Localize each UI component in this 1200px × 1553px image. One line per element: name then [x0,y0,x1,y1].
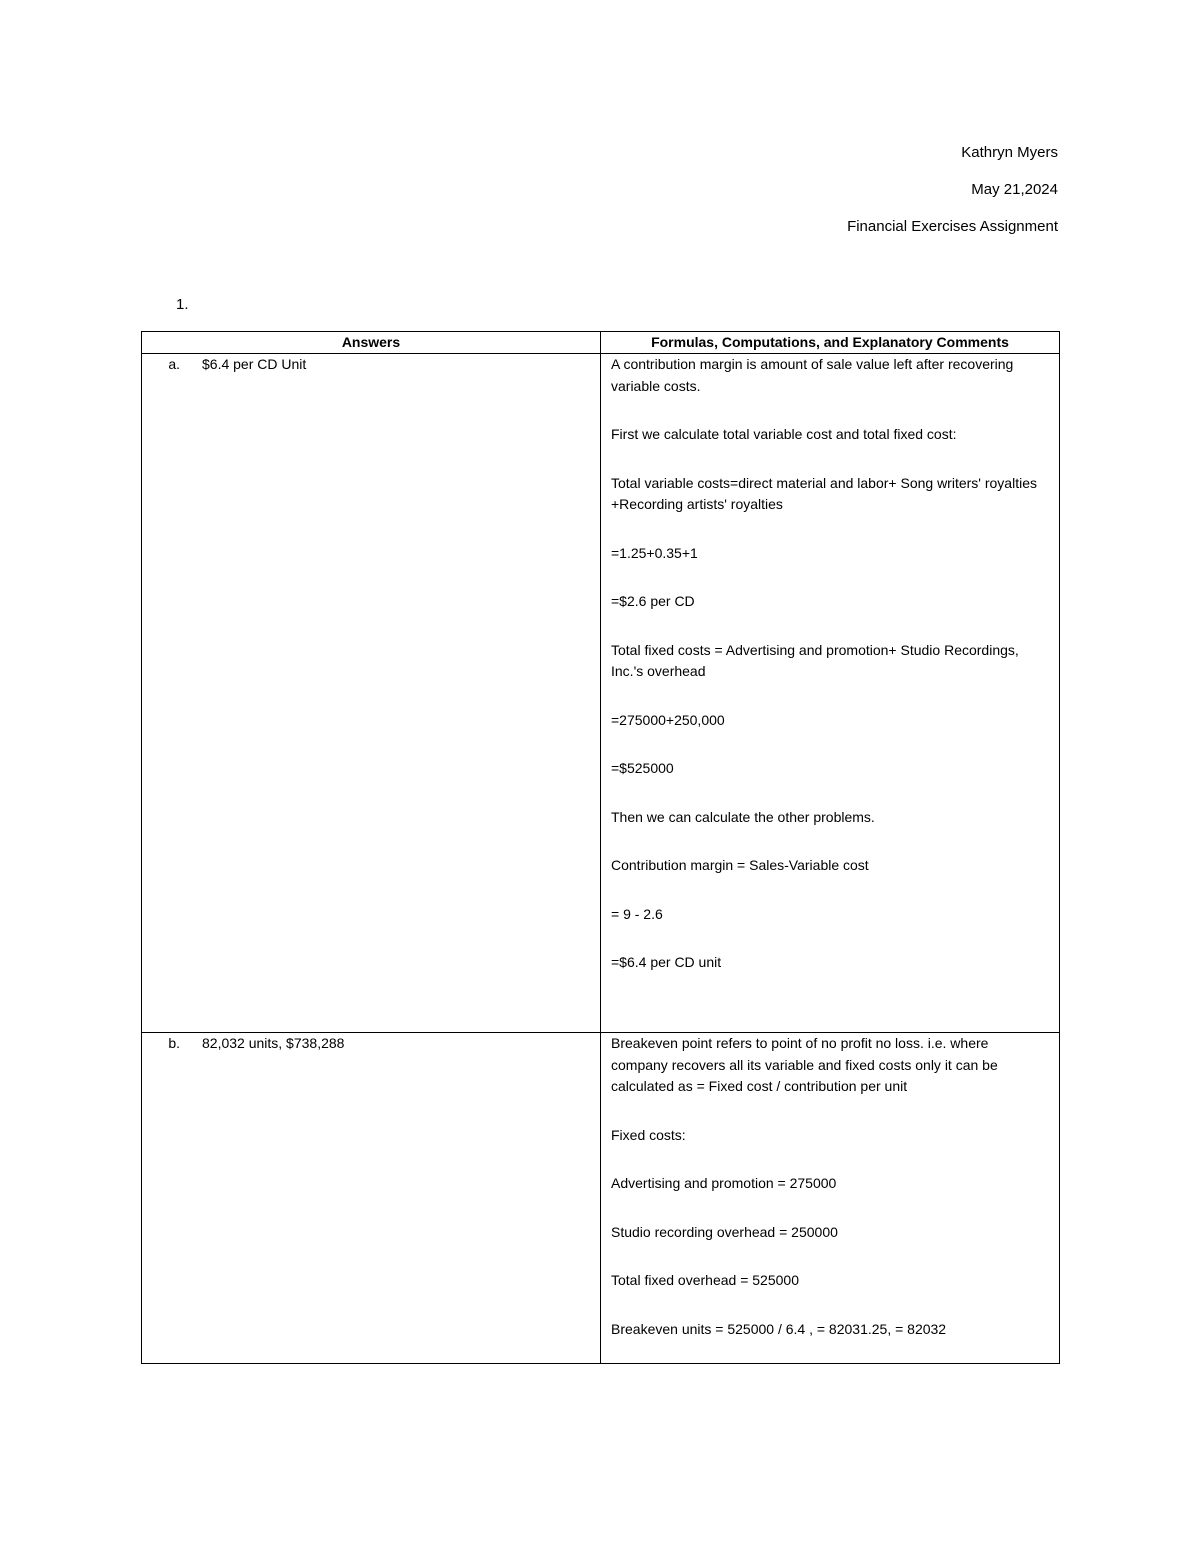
explanation-paragraph: Then we can calculate the other problems. [611,808,875,825]
explanation-paragraph: Breakeven units = 525000 / 6.4 , = 82031.25, = 82032 [611,1320,947,1337]
explanation-paragraph: Studio recording overhead = 250000 [611,1223,838,1240]
explanation-paragraph: Total variable costs=direct material and labor+ Song writers' royalties +Recording artists' royalties [611,474,1037,512]
answer-letter: b. [168,1035,180,1051]
explanation-paragraph: Fixed costs: [611,1126,686,1143]
answer-table [141,331,1060,1364]
answer-cell-a [142,354,601,1033]
question-number: 1. [176,296,189,313]
explanation-paragraph: =$2.6 per CD [611,593,695,609]
explanation-paragraph: Advertising and promotion = 275000 [611,1175,837,1191]
explanation-paragraph: First we calculate total variable cost and total fixed cost: [611,426,957,442]
table-row [142,354,1060,1033]
answer-letter: a. [168,356,180,372]
answers-column-header: Answers [142,332,601,354]
explanation-paragraph: Total fixed overhead = 525000 [611,1272,799,1288]
explanation-paragraph: Total fixed costs = Advertising and promotion+ Studio Recordings, Inc.'s overhead [611,641,1019,679]
author-name: Kathryn Myers [961,144,1058,161]
explanation-paragraph: = 9 - 2.6 [611,905,663,922]
explanation-paragraph: Contribution margin = Sales-Variable cost [611,857,869,873]
answer-value: 82,032 units, $738,288 [202,1035,345,1051]
explanation-paragraph: A contribution margin is amount of sale value left after recovering variable costs. [611,356,1014,394]
answer-value: $6.4 per CD Unit [202,356,307,372]
explanations-column-header: Formulas, Computations, and Explanatory Comments [601,332,1060,354]
explanation-paragraph: =$6.4 per CD unit [611,954,722,970]
explanation-paragraph: =1.25+0.35+1 [611,544,698,561]
explanation-paragraph: =275000+250,000 [611,711,725,728]
explanation-paragraph: Breakeven point refers to point of no profit no loss. i.e. where company recovers all its variable and fixed costs only it can be calculated as = Fixed cost / contribution per unit [611,1035,998,1094]
table-header-row [142,332,1060,354]
document-header [847,142,1058,253]
explanation-cell-b [601,1033,1060,1364]
explanation-paragraph: =$525000 [611,760,674,776]
assignment-title: Financial Exercises Assignment [847,218,1058,235]
answer-cell-b [142,1033,601,1364]
document-date: May 21,2024 [971,181,1058,198]
table-row [142,1033,1060,1364]
explanation-cell-a [601,354,1060,1033]
